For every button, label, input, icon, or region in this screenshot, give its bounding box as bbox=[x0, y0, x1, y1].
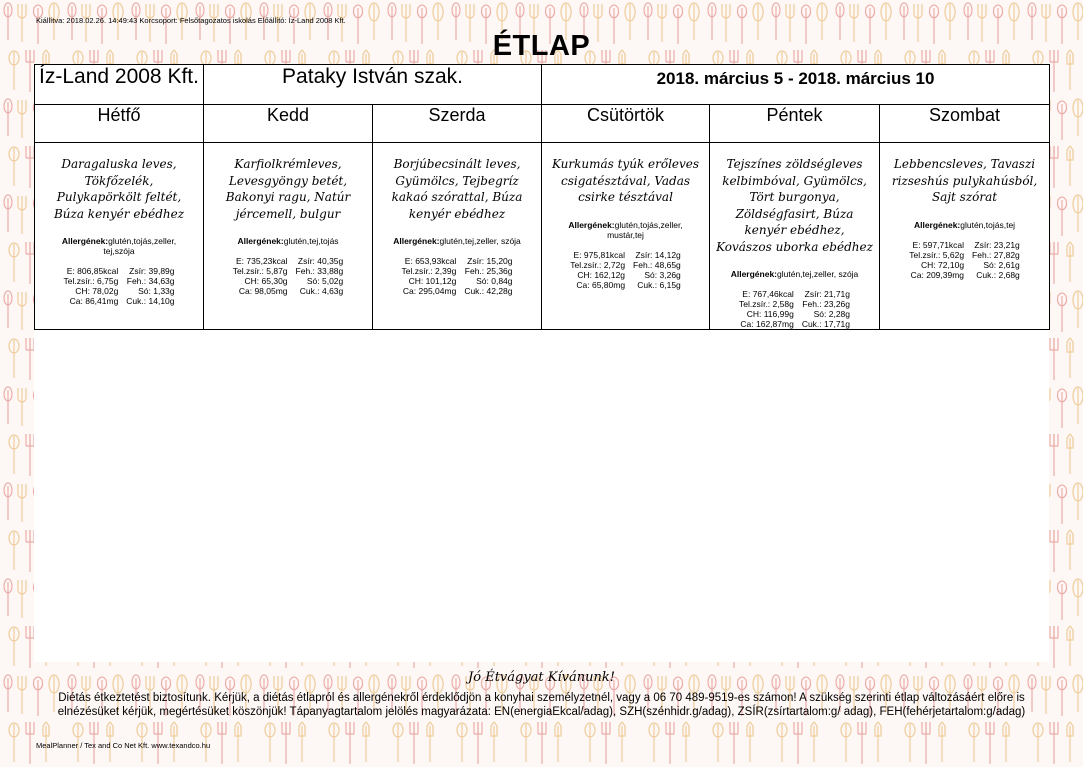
day-name: Péntek bbox=[710, 105, 880, 143]
nutrition-value: Ca: 162,87mg bbox=[740, 319, 794, 329]
allergen-list: glutén,tej,zeller, szója bbox=[439, 236, 521, 246]
header-row bbox=[35, 65, 1050, 105]
software-credit: MealPlanner / Tex and Co Net Kft. www.texandco.hu bbox=[36, 741, 211, 750]
meal-cell bbox=[373, 143, 542, 330]
meal-text: Karfiolkrémleves, Levesgyöngy betét, Bakonyi ragu, Natúr jércemell, bulgur bbox=[225, 157, 351, 221]
nutrition-value: E: 767,46kcal bbox=[742, 289, 794, 299]
allergen-label: Allergének: bbox=[393, 236, 440, 246]
nutrition-value: CH: 162,12g bbox=[577, 269, 626, 280]
nutrition-value: E: 806,85kcal bbox=[66, 266, 119, 276]
nutrition-value: Cuk.: 42,28g bbox=[464, 286, 513, 296]
meal-text: Borjúbecsinált leves, Gyümölcs, Tejbegríz kakaó szórattal, Búza kenyér ebédhez bbox=[391, 157, 523, 221]
nutrition-value: Tel.zsír.: 5,87g bbox=[232, 266, 288, 276]
nutrition-value: Só: 1,33g bbox=[138, 286, 175, 296]
meal-text: Lebbencsleves, Tavaszi rizseshús pulykahúsból, Sajt szórat bbox=[891, 157, 1038, 204]
allergen-label: Allergének: bbox=[730, 269, 778, 279]
nutrition-value: Só: 3,26g bbox=[644, 269, 681, 280]
nutrition-value: Zsír: 23,21g bbox=[974, 239, 1020, 250]
nutrition-value: Cuk.: 2,68g bbox=[976, 269, 1020, 280]
nutrition-grid bbox=[204, 256, 372, 296]
allergen-list: glutén,tej,zeller, szója bbox=[777, 269, 859, 279]
allergen-list: glutén,tej,tojás bbox=[283, 236, 339, 246]
allergen-label: Allergének: bbox=[237, 236, 284, 246]
nutrition-value: E: 597,71kcal bbox=[912, 239, 965, 250]
nutrition-value: Ca: 295,04mg bbox=[402, 286, 457, 296]
nutrition-value: Feh.: 25,36g bbox=[464, 266, 513, 276]
nutrition-value: Cuk.: 14,10g bbox=[126, 296, 175, 306]
nutrition-grid bbox=[35, 266, 203, 306]
nutrition-value: Cuk.: 17,71g bbox=[801, 319, 851, 329]
nutrition-value: Ca: 65,80mg bbox=[576, 279, 626, 290]
allergen-label: Allergének: bbox=[61, 236, 109, 246]
nutrition-value: Feh.: 27,82g bbox=[972, 249, 1020, 260]
footer bbox=[34, 662, 1049, 719]
school-name: Pataky István szak. bbox=[204, 65, 542, 105]
nutrition-value: Zsír: 40,35g bbox=[297, 256, 344, 266]
nutrition-value: Tel.zsír.: 6,75g bbox=[63, 276, 119, 286]
meal-text: Kurkumás tyúk erőleves csigatésztával, Vadas csirke tésztával bbox=[551, 157, 700, 204]
nutrition-value: Feh.: 23,26g bbox=[802, 299, 851, 309]
nutrition-value: Cuk.: 6,15g bbox=[637, 279, 681, 290]
nutrition-value: Feh.: 48,65g bbox=[633, 259, 681, 270]
allergen-label: Allergének: bbox=[913, 219, 961, 230]
allergen-list: glutén,tojás,zeller, mustár,tej bbox=[607, 219, 683, 240]
allergen-info bbox=[894, 220, 1035, 230]
nutrition-value: Só: 0,84g bbox=[476, 276, 513, 286]
nutrition-value: E: 653,93kcal bbox=[404, 256, 457, 266]
menu-table bbox=[34, 64, 1050, 330]
meal-cell bbox=[710, 143, 880, 330]
allergen-label: Allergének: bbox=[568, 219, 615, 230]
meal-text: Tejszínes zöldségleves kelbimbóval, Gyümölcs, Tört burgonya, Zöldségfasirt, Búza kenyér ebédhez, Kovászos uborka ebédhez bbox=[716, 157, 873, 254]
meal-cell bbox=[35, 143, 204, 330]
meal-text: Daragaluska leves, Tökfőzelék, Pulykapörkölt feltét, Búza kenyér ebédhez bbox=[53, 157, 185, 221]
allergen-info bbox=[724, 269, 865, 279]
meal-cell bbox=[880, 143, 1050, 330]
company-name: Íz-Land 2008 Kft. bbox=[35, 65, 204, 105]
day-name: Szerda bbox=[373, 105, 542, 143]
allergen-info bbox=[49, 236, 189, 256]
nutrition-value: Tel.zsír.: 2,72g bbox=[570, 259, 626, 270]
nutrition-value: Zsír: 15,20g bbox=[467, 256, 513, 266]
issued-info: Kiállítva: 2018.02.26. 14:49:43 Korcsoport: Felsőtagozatos iskolás Előállító: Íz-Land 2008 Kft. bbox=[36, 16, 346, 25]
nutrition-value: Cuk.: 4,63g bbox=[299, 286, 344, 296]
diet-note: Diétás étkeztetést biztosítunk. Kérjük, a diétás étlapról és allergénekről érdeklődjön a konyhai személyzetnél, vagy a 06 70 489-9519-es számon! A szükség szerinti étlap változásáért előre is elnézésüket kérjük, megértésüket köszönjük! Tápanyagtartalom jelölés magyarázata: EN(energiaEkcal/adag), SZH(szénhidr.g/adag), ZSÍR(zsírtartalom:g/ adag), FEH(fehérjetartalom:g/adag) bbox=[57, 692, 1026, 718]
allergen-list: glutén,tojás,tej bbox=[960, 219, 1016, 230]
nutrition-value: CH: 116,99g bbox=[746, 309, 794, 319]
nutrition-value: CH: 78,02g bbox=[75, 286, 119, 296]
nutrition-grid bbox=[710, 289, 879, 329]
nutrition-value: Ca: 86,41mg bbox=[69, 296, 119, 306]
meal-cell bbox=[542, 143, 710, 330]
nutrition-value: Tel.zsír.: 2,58g bbox=[739, 299, 794, 309]
date-range: 2018. március 5 - 2018. március 10 bbox=[542, 65, 1050, 105]
nutrition-value: CH: 65,30g bbox=[244, 276, 288, 286]
nutrition-value: Ca: 209,39mg bbox=[910, 269, 965, 280]
nutrition-grid bbox=[880, 240, 1049, 280]
day-name: Szombat bbox=[880, 105, 1050, 143]
nutrition-value: E: 975,81kcal bbox=[573, 249, 626, 260]
allergen-info bbox=[387, 236, 527, 246]
nutrition-value: CH: 101,12g bbox=[408, 276, 457, 286]
day-name: Hétfő bbox=[35, 105, 204, 143]
nutrition-value: Feh.: 34,63g bbox=[126, 276, 175, 286]
meal-row bbox=[35, 143, 1050, 330]
nutrition-value: Zsír: 21,71g bbox=[804, 289, 851, 299]
good-appetite-wish: Jó Étvágyat Kívánunk! bbox=[468, 670, 615, 685]
allergen-info bbox=[556, 220, 695, 240]
nutrition-value: Só: 2,61g bbox=[983, 259, 1020, 270]
day-header-row bbox=[35, 105, 1050, 143]
nutrition-value: Ca: 98,05mg bbox=[238, 286, 288, 296]
nutrition-value: Feh.: 33,88g bbox=[295, 266, 344, 276]
meal-cell bbox=[204, 143, 373, 330]
day-name: Csütörtök bbox=[542, 105, 710, 143]
nutrition-value: Só: 5,02g bbox=[306, 276, 344, 286]
nutrition-value: E: 735,23kcal bbox=[236, 256, 288, 266]
day-name: Kedd bbox=[204, 105, 373, 143]
nutrition-grid bbox=[542, 250, 709, 290]
nutrition-value: Zsír: 14,12g bbox=[635, 249, 681, 260]
allergen-info bbox=[218, 236, 358, 246]
allergen-list: glutén,tojás,zeller, tej,szója bbox=[103, 236, 177, 256]
nutrition-value: CH: 72,10g bbox=[921, 259, 965, 270]
nutrition-value: Tel.zsír.: 5,62g bbox=[909, 249, 965, 260]
nutrition-grid bbox=[373, 256, 541, 296]
nutrition-value: Zsír: 39,89g bbox=[129, 266, 175, 276]
nutrition-value: Só: 2,28g bbox=[813, 309, 851, 319]
page-title: ÉTLAP bbox=[492, 30, 591, 62]
nutrition-value: Tel.zsír.: 2,39g bbox=[401, 266, 457, 276]
